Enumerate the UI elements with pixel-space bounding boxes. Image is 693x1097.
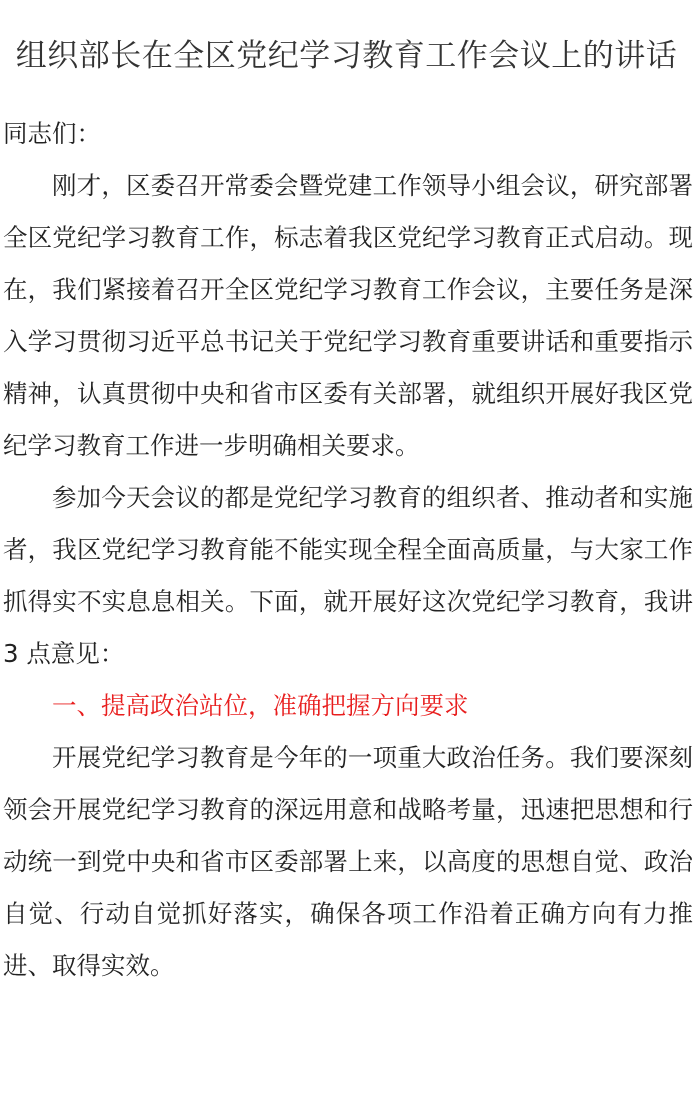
paragraph-opening: 刚才，区委召开常委会暨党建工作领导小组会议，研究部署全区党纪学习教育工作，标志着我区党纪学习教育正式启动。现在，我们紧接着召开全区党纪学习教育工作会议，主要任务是深入学习贯彻习近平总书记关于党纪学习教育重要讲话和重要指示精神，认真贯彻中央和省市区委有关部署，就组织开展好我区党纪学习教育工作进一步明确相关要求。 xyxy=(3,171,693,460)
salutation: 同志们： xyxy=(3,119,101,148)
section-paragraph: 开展党纪学习教育是今年的一项重大政治任务。我们要深刻领会开展党纪学习教育的深远用意和战略考量，迅速把思想和行动统一到党中央和省市区委部署上来，以高度的思想自觉、政治自觉、行动自觉抓好落实，确保各项工作沿着正确方向有力推进、取得实效。 xyxy=(3,743,693,980)
document-body xyxy=(0,108,693,992)
paragraph-introduction: 参加今天会议的都是党纪学习教育的组织者、推动者和实施者，我区党纪学习教育能不能实现全程全面高质量，与大家工作抓得实不实息息相关。下面，就开展好这次党纪学习教育，我讲 3 点意见： xyxy=(3,483,693,668)
section-heading: 一、提高政治站位，准确把握方向要求 xyxy=(52,691,469,720)
document-title: 组织部长在全区党纪学习教育工作会议上的讲话 xyxy=(15,38,678,74)
